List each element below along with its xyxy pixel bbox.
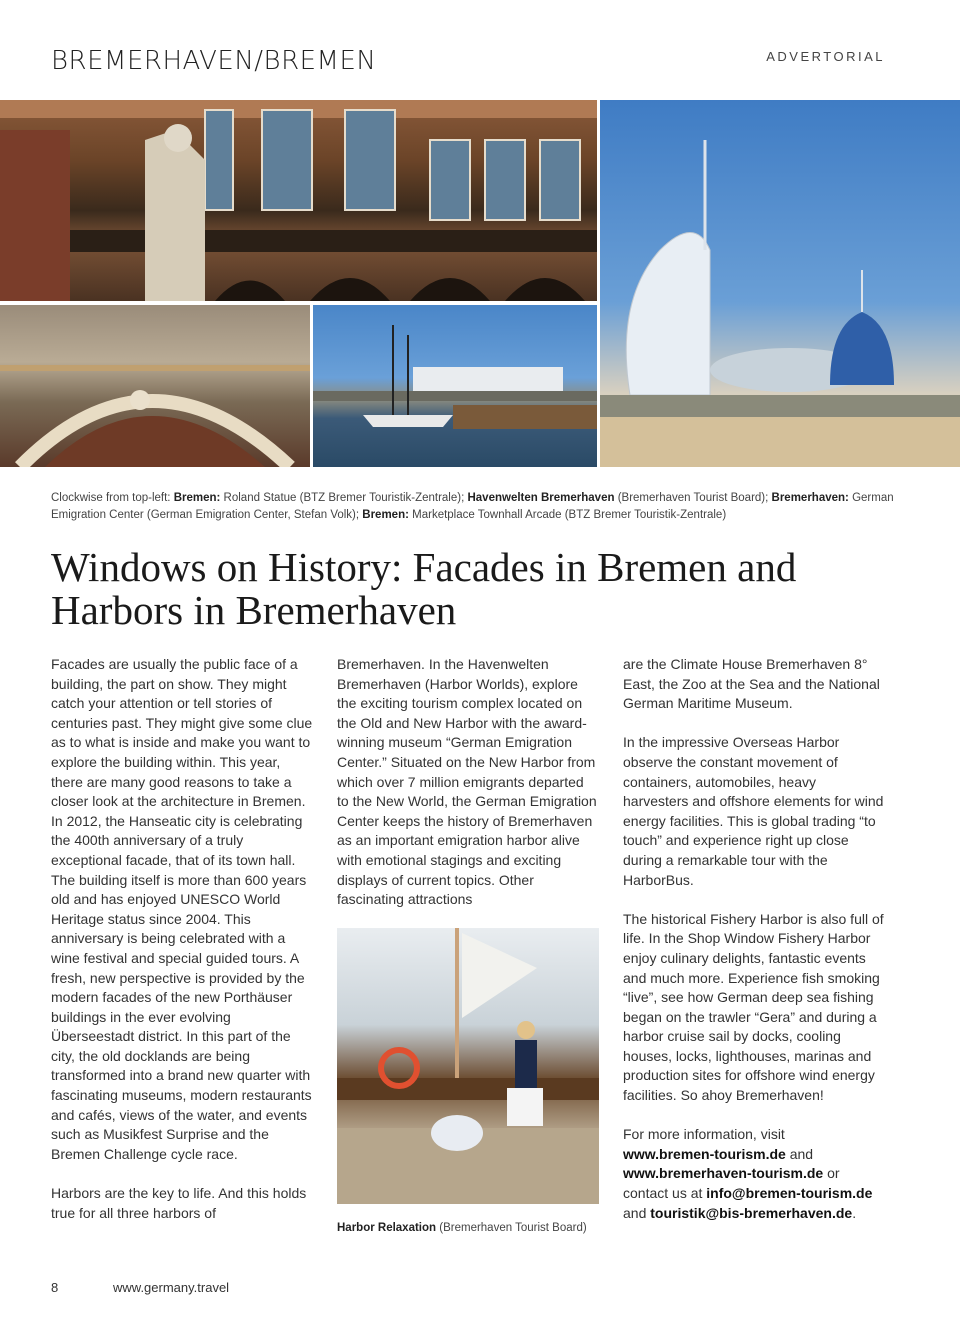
caption-lead: Clockwise from top-left: — [51, 492, 174, 504]
caption-place: Bremerhaven: — [771, 492, 849, 504]
paragraph: Bremerhaven. In the Havenwelten Bremerhaven (Harbor Worlds), explore the exciting tourism complex located on the Old and New Harbor with the award-winning museum “German Emigration Center.” Situated on the New Harbor from which over 7 million emigrants departed to the New World, the German Emigration Center keeps the history of Bremerhaven as an important emigration harbor alive with emotional stagings and exciting displays of current topics. Other fascinating attractions — [337, 656, 597, 908]
townhall-arcade-photo — [0, 305, 310, 467]
column-3 — [623, 655, 885, 1243]
page-number: 8 — [51, 1280, 59, 1295]
paragraph: Facades are usually the public face of a building, the part on show. They might catch your attention or tell stories of centuries past. They might give some clue as to what is inside and make you want to explore the building within. This year, there are many good reasons to take a closer look at the architecture in Bremen. In 2012, the Hanseatic city is celebrating the 400th anniversary of a truly exceptional facade, that of its town hall. The building itself is more than 600 years old and has enjoyed UNESCO World Heritage status since 2004. This anniversary is being celebrated with a wine festival and special guided tours. A fresh, new perspective is provided by the modern facades of the new Porthäuser buildings in the ever evolving Überseestadt district. In this part of the city, the old docklands are being transformed into a brand new quarter with fascinating museums, modern restaurants and cafés, views of the water, and events such as Musikfest Surprise and the Bremen Challenge cycle race. — [51, 656, 313, 1162]
havenwelten-harbor-photo — [313, 305, 597, 467]
caption-place: Bremen: — [362, 508, 409, 521]
connector-text: and — [623, 1204, 651, 1221]
caption-desc: German Emigration Center (German Emigration Center, Stefan Volk); — [51, 492, 894, 521]
caption-bold: Harbor Relaxation — [337, 1222, 437, 1234]
email-bis-bremerhaven[interactable]: touristik@bis-bremerhaven.de — [650, 1204, 853, 1221]
paragraph: In the impressive Overseas Harbor observe the constant movement of containers, automobiles, heavy harvesters and offshore elements for wind energy facilities. This is global trading “to touch” and experience right up close during a remarkable tour with the HarborBus. — [623, 734, 884, 888]
link-bremerhaven-tourism[interactable]: www.bremerhaven-tourism.de — [623, 1165, 824, 1182]
photo-collage-caption — [51, 490, 901, 523]
contact-paragraph — [623, 1125, 885, 1223]
paragraph: are the Climate House Bremerhaven 8° East, the Zoo at the Sea and the National German Maritime Museum. — [623, 656, 880, 712]
caption-place: Havenwelten Bremerhaven — [467, 492, 615, 504]
paragraph: The historical Fishery Harbor is also full of life. In the Shop Window Fishery Harbor enjoy culinary delights, fantastic events and much more. Experience fish smoking “live”, see how German deep sea fishing began on the trawler “Gera” and during a harbor cruise sail by docks, cooling houses, locks, lighthouses, marinas and production sites for offshore wind energy facilities. So ahoy Bremerhaven! — [623, 910, 884, 1104]
footer-url[interactable]: www.germany.travel — [113, 1280, 230, 1295]
emigration-center-photo — [600, 100, 960, 467]
connector-text: or contact us at — [623, 1165, 840, 1202]
caption-desc: Marketplace Townhall Arcade (BTZ Bremer Touristik-Zentrale) — [408, 508, 727, 521]
column-2 — [337, 655, 599, 929]
column-1 — [51, 655, 313, 1243]
caption-desc: Roland Statue (BTZ Bremer Touristik-Zentrale); — [220, 492, 468, 504]
caption-rest: (Bremerhaven Tourist Board) — [436, 1222, 587, 1234]
caption-place: Bremen: — [173, 492, 221, 504]
relaxation-photo-caption — [337, 1222, 587, 1234]
article-title: Windows on History: Facades in Bremen and Harbors in Bremerhaven — [51, 544, 797, 633]
section-heading: BREMERHAVEN/BREMEN — [51, 46, 377, 76]
paragraph: Harbors are the key to life. And this holds true for all three harbors of — [51, 1185, 307, 1221]
roland-statue-photo — [0, 100, 597, 301]
connector-text: and — [785, 1145, 814, 1162]
caption-desc: (Bremerhaven Tourist Board); — [614, 492, 772, 504]
email-bremen-tourism[interactable]: info@bremen-tourism.de — [706, 1185, 873, 1202]
link-bremen-tourism[interactable]: www.bremen-tourism.de — [623, 1145, 786, 1162]
harbor-relaxation-photo — [337, 928, 599, 1204]
advertorial-label: ADVERTORIAL — [766, 49, 885, 64]
info-lead: For more information, visit — [623, 1126, 785, 1143]
connector-text: . — [852, 1204, 857, 1221]
